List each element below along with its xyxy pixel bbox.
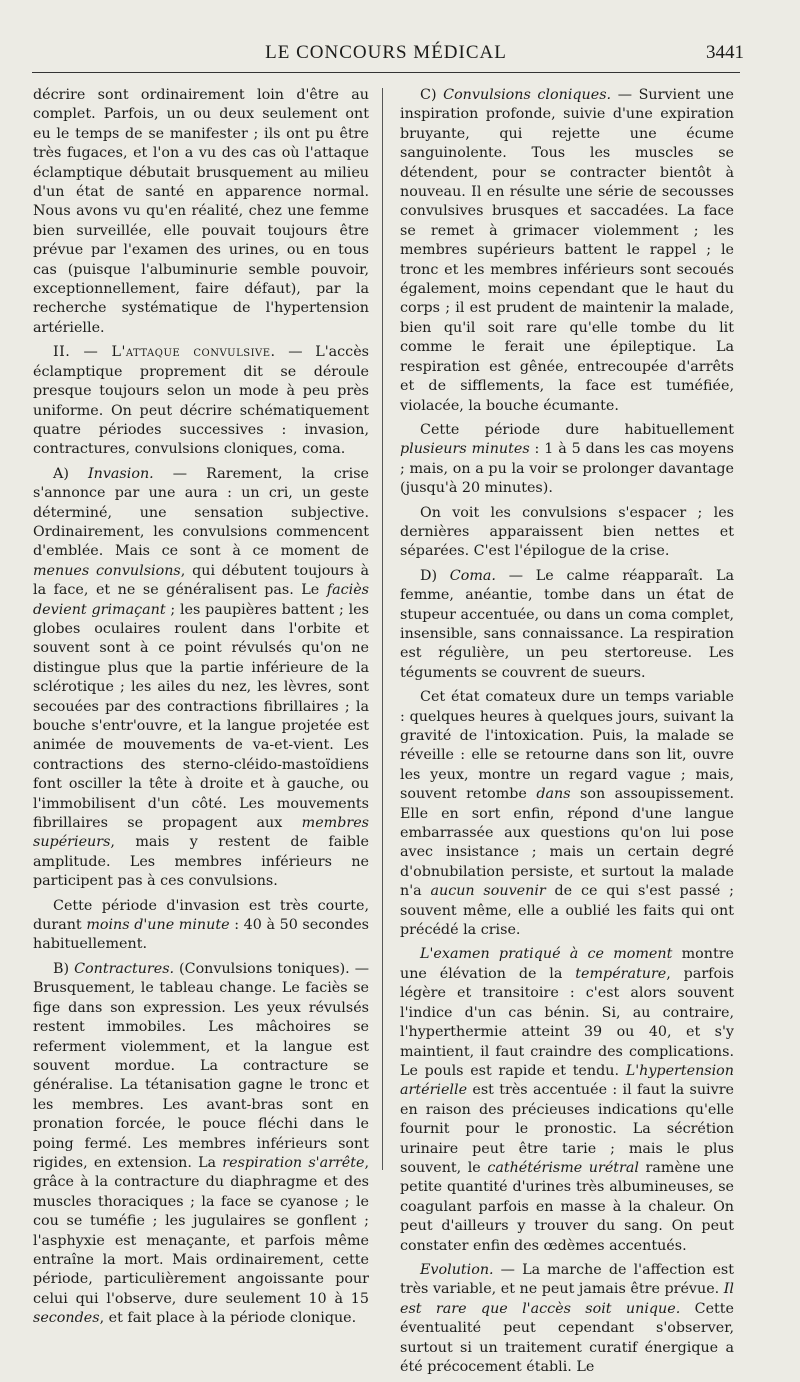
paragraph: II. — L'attaque convulsive. — L'accès éclamptique proprement dit se déroule presque toujours selon un mode à peu près uniforme. On peut décrire schématiquement quatre périodes successives : invasion, contractures, convulsions cloniques, coma.	[33, 344, 369, 458]
paragraph: C) Convulsions cloniques. — Survient une inspiration profonde, suivie d'une expiration bruyante, qui rejette une écume sanguinolente. Tous les muscles se détendent, pour se contracter bientôt à nouveau. Il en résulte une série de secousses convulsives brusques et saccadées. La face se remet à grimacer violemment ; les membres supérieurs battent le rappel ; le tronc et les membres inférieurs sont secoués également, moins cependant que le haut du corps ; il est prudent de maintenir la malade, bien qu'il soit rare qu'elle tombe du lit comme le ferait une épileptique. La respiration est gênée, entrecoupée d'arrêts et de sifflements, la face est tuméfiée, violacée, la bouche écumante.	[400, 87, 734, 414]
paragraph: B) Contractures. (Convulsions toniques). — Brusquement, le tableau change. Le faciès se fige dans son expression. Les yeux révulsés restent immobiles. Les mâchoires se referment violemment, et la langue est souvent mordue. La contracture se généralise. La tétanisation gagne le tronc et les membres. Les avant-bras sont en pronation forcée, le pouce fléchi dans le poing fermé. Les membres inférieurs sont rigides, en extension. La respiration s'arrête, grâce à la contracture du diaphragme et des muscles thoraciques ; la face se cyanose ; le cou se tuméfie ; les jugulaires se gonflent ; l'asphyxie est menaçante, et parfois même entraîne la mort. Mais ordinairement, cette période, particulièrement angoissante pour celui qui l'observe, dure seulement 10 à 15 secondes, et fait place à la période clonique.	[33, 960, 369, 1327]
subsection-title: Evolution.	[420, 1261, 494, 1278]
paragraph: Cette période dure habituellement plusieurs minutes : 1 à 5 dans les cas moyens ; mais, on a pu la voir se prolonger davantage (jusqu'à 20 minutes).	[400, 421, 734, 497]
paragraph: décrire sont ordinairement loin d'être au complet. Parfois, un ou deux seulement ont eu le temps de se manifester ; ils ont pu être très fugaces, et l'on a vu des cas où l'attaque éclamptique débutait brusquement au milieu d'un état de santé en apparence normal. Nous avons vu qu'en réalité, chez une femme bien surveillée, elle pouvait toujours être prévue par l'examen des urines, ou en tous cas (puisque l'albuminurie semble pouvoir, exceptionnellement, faire défaut), par la recherche systématique de l'hypertension artérielle.	[33, 87, 369, 336]
right-column	[400, 86, 734, 1382]
subsection-title: Contractures.	[74, 960, 175, 977]
subsection-title: Convulsions cloniques.	[443, 87, 612, 103]
column-divider	[382, 88, 383, 1170]
paragraph: Cette période d'invasion est très courte, durant moins d'une minute : 40 à 50 secondes habituellement.	[33, 897, 369, 953]
paragraph: L'examen pratiqué à ce moment montre une élévation de la température, parfois légère et transitoire : c'est alors souvent l'indice d'un cas bénin. Si, au contraire, l'hyperthermie atteint 39 ou 40, et s'y maintient, il faut craindre des complications. Le pouls est rapide et tendu. L'hypertension artérielle est très accentuée : il faut la suivre en raison des précieuses indications qu'elle fournit pour le pronostic. La sécrétion urinaire peut être tarie ; mais le plus souvent, le cathétérisme urétral ramène une petite quantité d'urines très albumineuses, se coagulant parfois en masse à la chaleur. On peut d'ailleurs y trouver du sang. On peut constater enfin des œdèmes accentués.	[400, 946, 735, 1254]
left-column	[33, 86, 369, 1334]
running-title: LE CONCOURS MÉDICAL	[265, 42, 507, 63]
paragraph: Evolution. — La marche de l'affection est très variable, et ne peut jamais être prévue. Il est rare que l'accès soit unique. Cette éventualité peut cependant s'observer, surtout si un traitement curatif énergique a été précocement établi. Le	[400, 1261, 734, 1375]
paragraph: Cet état comateux dure un temps variable : quelques heures à quelques jours, suivant la gravité de l'intoxication. Puis, la malade se réveille : elle se retourne dans son lit, ouvre les yeux, montre un regard vague ; mais, souvent retombe dans son assoupissement. Elle en sort enfin, répond d'une langue embarrassée aux questions qu'on lui pose avec insistance ; mais un certain degré d'obnubilation persiste, et surtout la malade n'a aucun souvenir de ce qui s'est passé ; souvent même, elle a oublié les faits qui ont précédé la crise.	[400, 689, 734, 939]
section-heading: II. — L'attaque convulsive.	[53, 344, 276, 361]
subsection-title: Invasion.	[87, 465, 154, 482]
paragraph: A) Invasion. — Rarement, la crise s'annonce par une aura : un cri, un geste déterminé, une sensation subjective. Ordinairement, les convulsions commencent d'emblée. Mais ce sont à ce moment de menues convulsions, qui débutent toujours à la face, et ne se généralisent pas. Le faciès devient grimaçant ; les paupières battent ; les globes oculaires roulent dans l'orbite et souvent sont à ce point révulsés qu'on ne distingue plus que la partie inférieure de la sclérotique ; les ailes du nez, les lèvres, sont secouées par des contractions fibrillaires ; la bouche s'entr'ouvre, et la langue projetée est animée de mouvements de va-et-vient. Les contractions des sterno-cléido-mastoïdiens font osciller la tête à droite et à gauche, ou l'immobilisent d'un côté. Les mouvements fibrillaires se propagent aux membres supérieurs, mais y restent de faible amplitude. Les membres inférieurs ne participent pas à ces convulsions.	[33, 465, 369, 890]
header-rule	[32, 72, 740, 73]
subsection-title: Coma.	[449, 567, 496, 584]
paragraph: On voit les convulsions s'espacer ; les dernières apparaissent bien nettes et séparées. C'est l'épilogue de la crise.	[400, 504, 734, 560]
paragraph: D) Coma. — Le calme réapparaît. La femme, anéantie, tombe dans un état de stupeur accentuée, ou dans un coma complet, insensible, sans connaissance. La respiration est régulière, un peu stertoreuse. Les téguments se couvrent de sueurs.	[400, 567, 734, 681]
page-number: 3441	[706, 42, 744, 63]
page-header	[32, 40, 744, 70]
